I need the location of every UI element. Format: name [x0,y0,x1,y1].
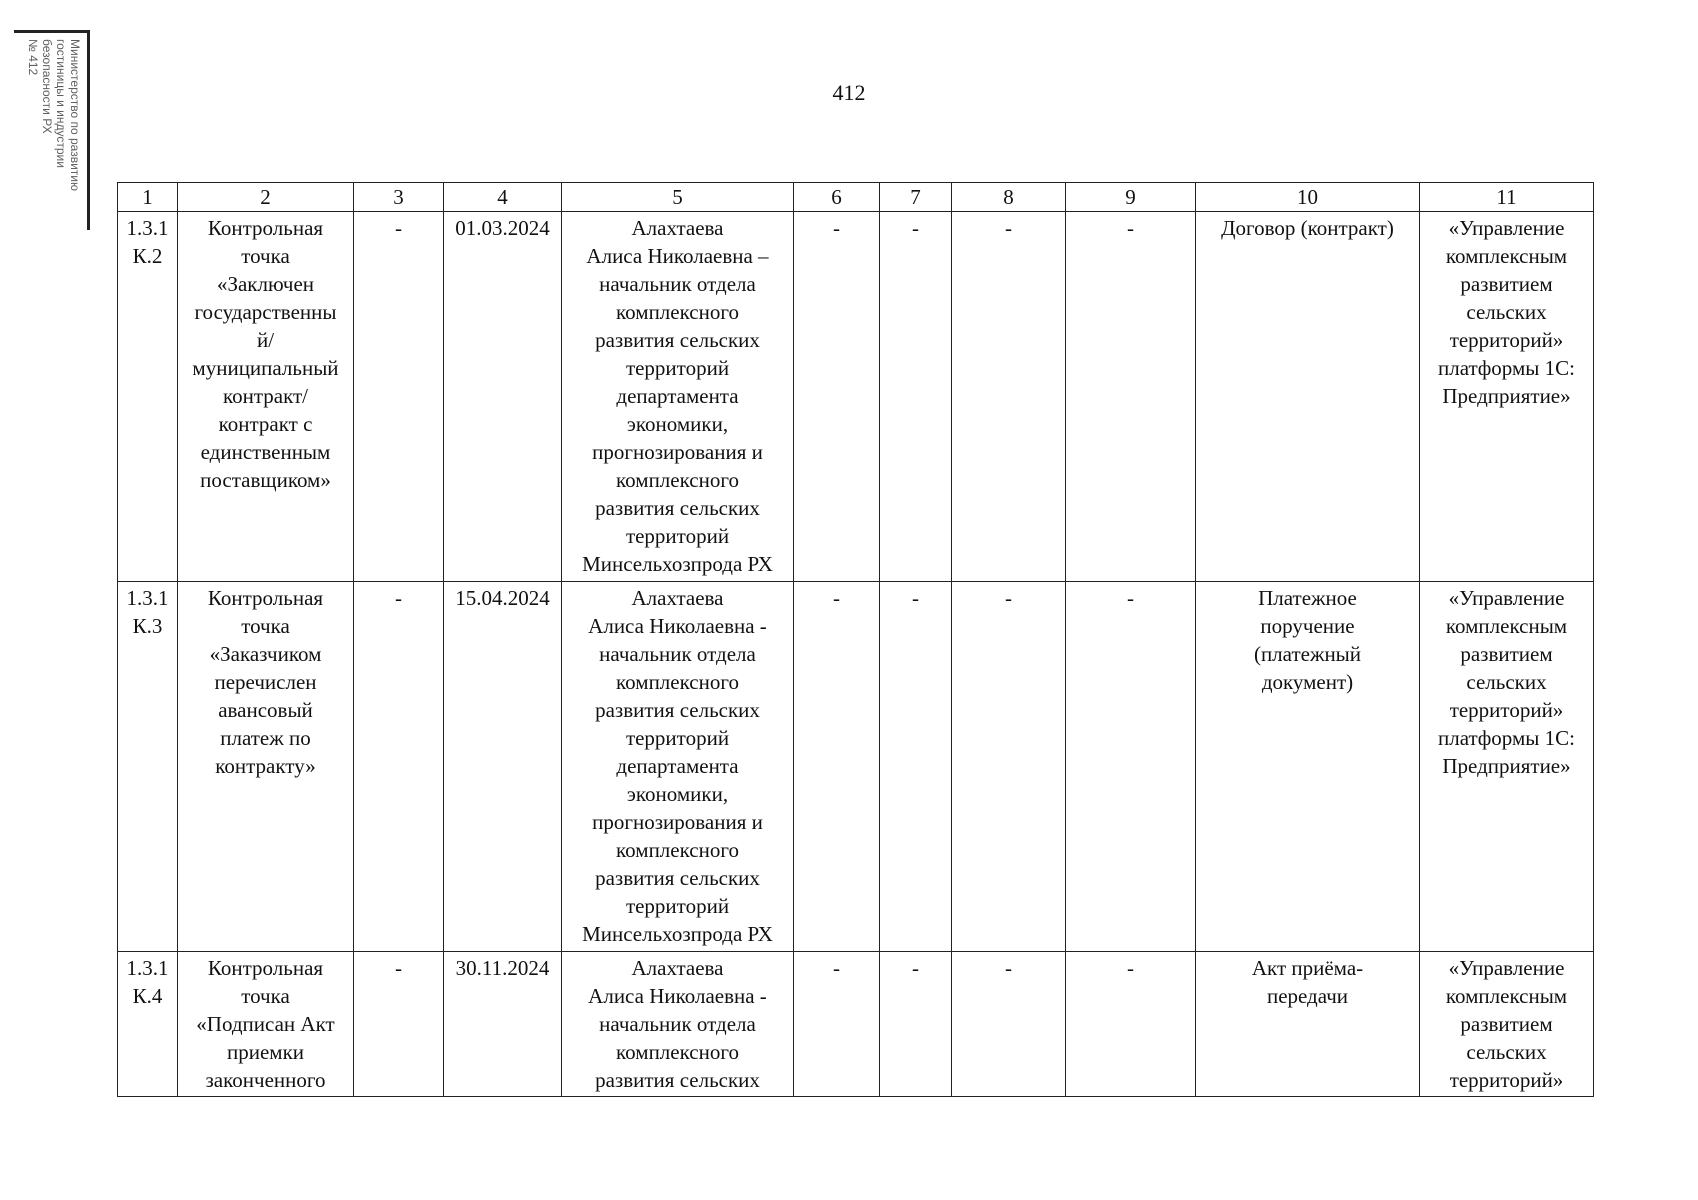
column-header: 1 [118,183,178,212]
cell-date: 30.11.2024 [444,952,562,1097]
stamp-line: гостиницы и индустрии [54,39,68,168]
page-number: 412 [832,80,866,105]
cell-document: Платежное поручение (платежный документ) [1196,582,1420,952]
cell-control-point: Контрольная точка «Подписан Акт приемки законченного [178,952,354,1097]
cell-system: «Управление комплексным развитием сельских территорий» платформы 1С: Предприятие» [1420,212,1594,582]
column-header: 3 [354,183,444,212]
cell-col3: - [354,212,444,582]
stamp-line: безопасности РХ [40,39,54,134]
cell-date: 01.03.2024 [444,212,562,582]
cell-responsible: Алахтаева Алиса Николаевна - начальник отдела комплексного развития сельских территорий департамента экономики, прогнозирования и комплексного развития сельских территорий Минсельхозпрода РХ [562,582,794,952]
cell-col9: - [1066,952,1196,1097]
control-points-table [117,182,1594,1097]
cell-control-point: Контрольная точка «Заключен государственны й/ муниципальный контракт/ контракт с единственным поставщиком» [178,212,354,582]
cell-col9: - [1066,212,1196,582]
cell-col7: - [880,952,952,1097]
column-header: 5 [562,183,794,212]
cell-date: 15.04.2024 [444,582,562,952]
cell-col9: - [1066,582,1196,952]
cell-number: 1.3.1 К.3 [118,582,178,952]
cell-col8: - [952,952,1066,1097]
cell-system: «Управление комплексным развитием сельских территорий» [1420,952,1594,1097]
stamp-line: Министерство по развитию [68,39,82,191]
cell-col6: - [794,952,880,1097]
cell-number: 1.3.1 К.4 [118,952,178,1097]
cell-number: 1.3.1 К.2 [118,212,178,582]
cell-document: Договор (контракт) [1196,212,1420,582]
table-row [118,952,1594,1097]
cell-col8: - [952,212,1066,582]
cell-system: «Управление комплексным развитием сельских территорий» платформы 1С: Предприятие» [1420,582,1594,952]
cell-responsible: Алахтаева Алиса Николаевна – начальник отдела комплексного развития сельских территорий департамента экономики, прогнозирования и комплексного развития сельских территорий Минсельхозпрода РХ [562,212,794,582]
column-header: 11 [1420,183,1594,212]
column-header: 8 [952,183,1066,212]
column-header: 2 [178,183,354,212]
cell-document: Акт приёма- передачи [1196,952,1420,1097]
column-header: 4 [444,183,562,212]
cell-col8: - [952,582,1066,952]
cell-responsible: Алахтаева Алиса Николаевна - начальник отдела комплексного развития сельских [562,952,794,1097]
header-row [118,183,1594,212]
cell-col7: - [880,582,952,952]
cell-col3: - [354,952,444,1097]
column-header: 7 [880,183,952,212]
cell-col6: - [794,582,880,952]
table-row [118,582,1594,952]
cell-control-point: Контрольная точка «Заказчиком перечислен авансовый платеж по контракту» [178,582,354,952]
column-header: 10 [1196,183,1420,212]
cell-col6: - [794,212,880,582]
column-header: 6 [794,183,880,212]
stamp-line: № 412 [26,39,40,76]
cell-col3: - [354,582,444,952]
column-header: 9 [1066,183,1196,212]
cell-col7: - [880,212,952,582]
table-row [118,212,1594,582]
